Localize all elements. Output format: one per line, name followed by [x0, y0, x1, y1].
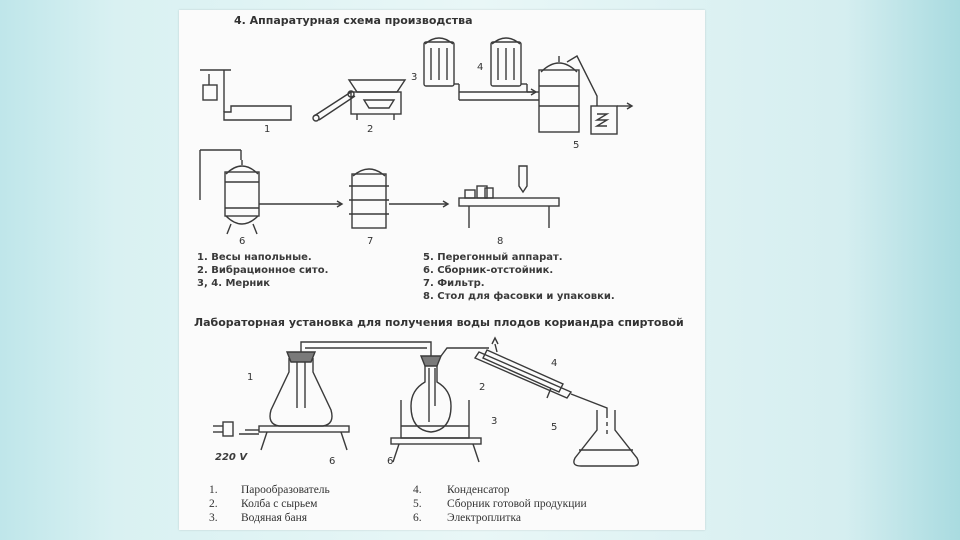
- label-8: 8: [497, 236, 504, 247]
- label-7: 7: [367, 236, 374, 247]
- legend-item: 6. Сборник-отстойник.: [423, 265, 554, 276]
- label-6: 6: [239, 236, 246, 247]
- legend-item: 1. Весы напольные.: [197, 252, 312, 263]
- raw-material-flask: [411, 348, 489, 432]
- label-lab-5: 5: [551, 422, 558, 433]
- legend-number: 2.: [209, 498, 218, 510]
- legend-text: Колба с сырьем: [241, 498, 318, 510]
- legend-text: Сборник готовой продукции: [447, 498, 587, 510]
- legend-number: 5.: [413, 498, 422, 510]
- legend-number: 3.: [209, 512, 218, 524]
- legend-number: 6.: [413, 512, 422, 524]
- legend-number: 1.: [209, 484, 218, 496]
- lab-setup-title: Лабораторная установка для получения воды плодов кориандра спиртовой: [194, 316, 684, 329]
- lab-setup-drawing: [179, 10, 705, 530]
- label-lab-4: 4: [551, 358, 558, 369]
- legend-item: 7. Фильтр.: [423, 278, 485, 289]
- legend-text: Электроплитка: [447, 512, 521, 524]
- label-lab-1: 1: [247, 372, 254, 383]
- voltage-label: 220 V: [215, 452, 248, 463]
- diagram-sheet: [179, 10, 705, 530]
- legend-text: Конденсатор: [447, 484, 510, 496]
- product-receiver-flask: [574, 410, 638, 466]
- steam-generator-flask: [270, 342, 431, 426]
- label-lab-3: 3: [491, 416, 498, 427]
- label-lab-2: 2: [479, 382, 486, 393]
- legend-text: Водяная баня: [241, 512, 308, 524]
- legend-item: 2. Вибрационное сито.: [197, 265, 329, 276]
- label-3: 3: [411, 72, 418, 83]
- condenser: [475, 338, 607, 414]
- legend-item: 8. Стол для фасовки и упаковки.: [423, 291, 615, 302]
- legend-item: 3, 4. Мерник: [197, 278, 271, 289]
- legend-text: Парообразователь: [241, 484, 330, 496]
- legend-number: 4.: [413, 484, 422, 496]
- legend-item: 5. Перегонный аппарат.: [423, 252, 563, 263]
- label-2: 2: [367, 124, 374, 135]
- label-5: 5: [573, 140, 580, 151]
- label-1: 1: [264, 124, 271, 135]
- label-4: 4: [477, 62, 484, 73]
- scheme-title: 4. Аппаратурная схема производства: [234, 14, 473, 27]
- label-lab-6-right: 6: [387, 456, 394, 467]
- power-plug: [213, 422, 233, 436]
- electric-stove-left: [239, 426, 349, 450]
- label-lab-6-left: 6: [329, 456, 336, 467]
